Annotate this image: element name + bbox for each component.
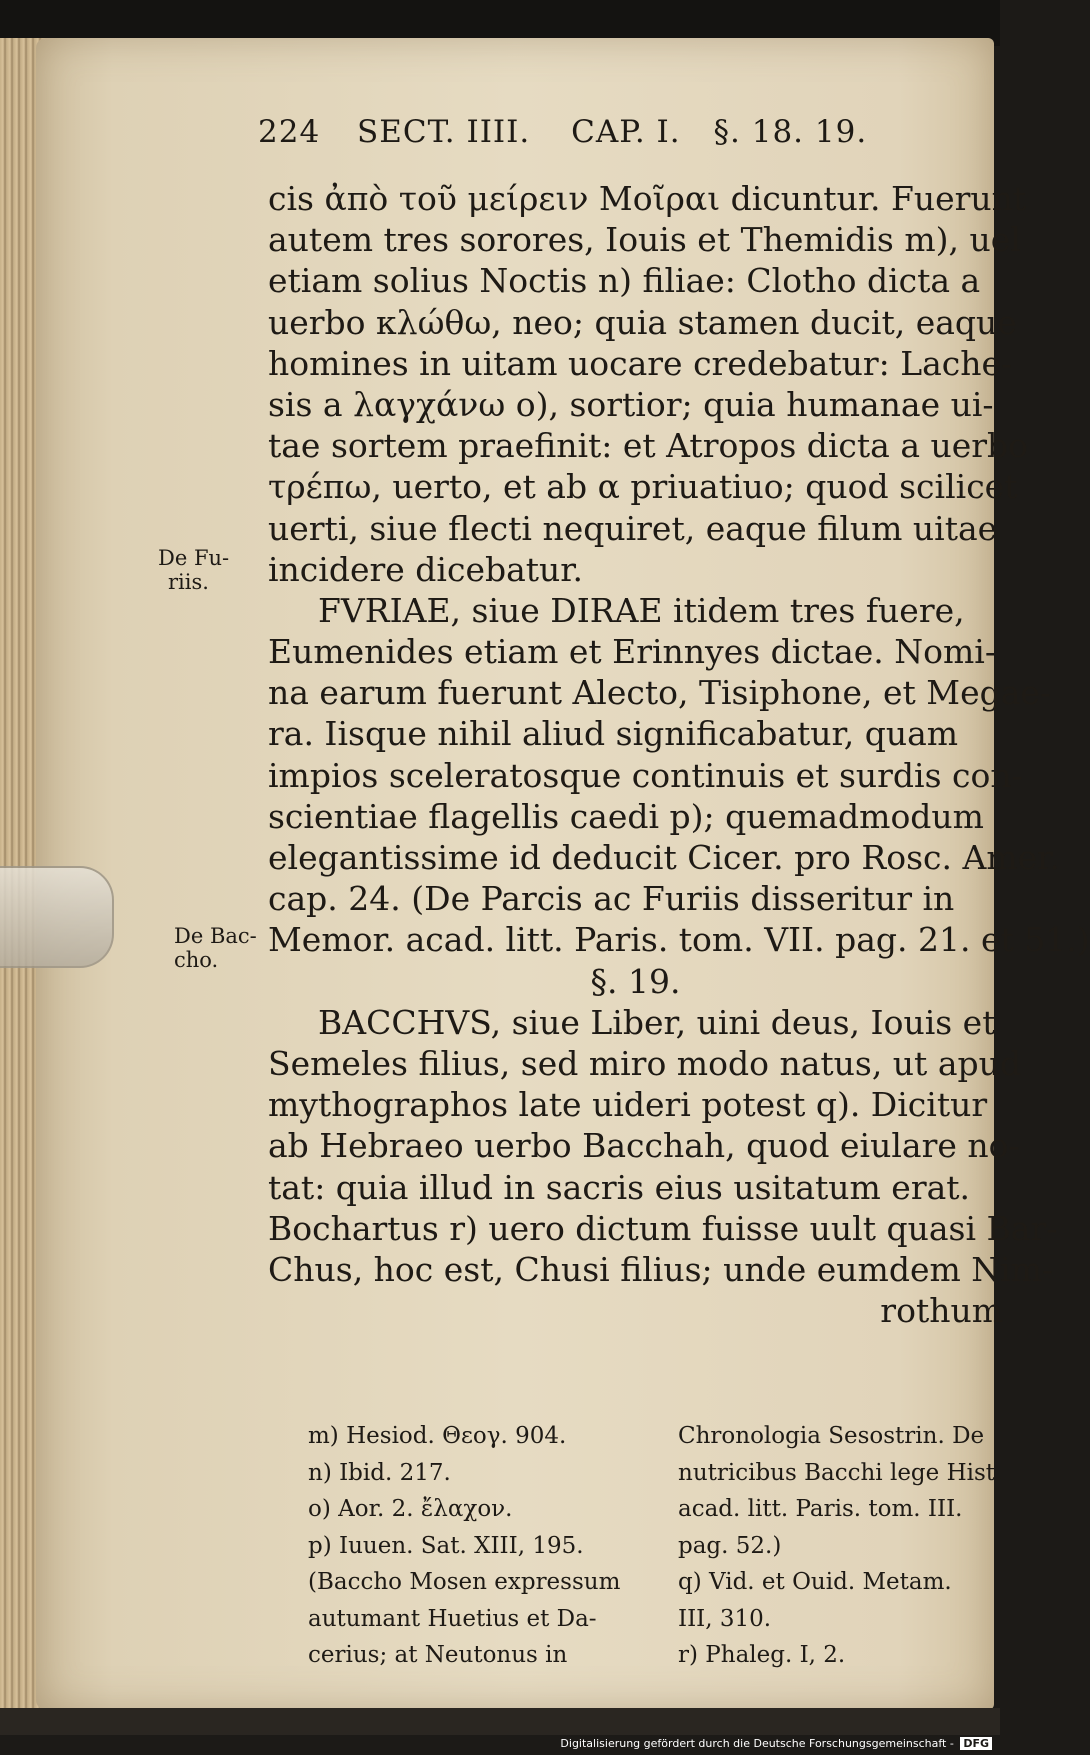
text-line: incidere dicebatur. [268,549,583,589]
text-line: Bochartus r) uero dictum fuisse uult quasi Bar- [268,1208,1058,1248]
text-line: uerti, siue flecti nequiret, eaque filum uitae [268,508,998,548]
footnote-line: m) Hesiod. Θεογ. 904. [308,1423,567,1449]
text-line: FVRIAE, siue DIRAE itidem tres fuere, [318,590,965,630]
page-clip [0,866,114,968]
footnote-line: q) Vid. et Ouid. Metam. [678,1569,952,1595]
credit-text: Digitalisierung gefördert durch die Deutsche Forschungsgemeinschaft - [560,1737,954,1750]
text-line: Semeles filius, sed miro modo natus, ut apud [268,1043,1021,1083]
footnote-line: Chronologia Sesostrin. De [678,1423,985,1449]
footnote-line: (Baccho Mosen expressum [308,1569,621,1595]
footnote-line: n) Ibid. 217. [308,1459,451,1486]
text-line: tat: quia illud in sacris eius usitatum erat. [268,1167,971,1207]
text-line: autem tres sorores, Iouis et Themidis m), uel [268,220,1021,260]
text-line: cap. 24. (De Parcis ac Furiis disseritur in [268,879,955,919]
footnote-line: pag. 52.) [678,1532,782,1559]
margin-note-furiis-2: riis. [168,570,209,594]
footnote-line: III, 310. [678,1605,772,1632]
text-line: elegantissime id deducit Cicer. pro Rosc. Amer. [268,838,1060,877]
chapter-label: CAP. I. [571,114,681,150]
footnotes [308,1418,1008,1674]
text-line: Memor. acad. litt. Paris. tom. VII. pag. 21. et 51.) [268,920,1090,960]
running-header [258,114,938,150]
text-line: tae sortem praefinit: et Atropos dicta a uerbo [268,426,1029,466]
text-line: Eumenides etiam et Erinnyes dictae. Nomi- [268,632,996,672]
text-line: etiam solius Noctis n) filiae: Clotho dicta a [268,261,981,301]
text-line: sis a λαγχάνω o), sortior; quia humanae ui- [268,384,994,424]
margin-note-furiis-1: De Fu- [158,546,230,570]
text-line: mythographos late uideri potest q). Dicitur [268,1085,988,1125]
dfg-logo-badge: DFG [960,1737,992,1750]
text-line: BACCHVS, siue Liber, uini deus, Iouis et [318,1002,996,1042]
footnote-line: acad. litt. Paris. tom. III. [678,1496,963,1522]
digitization-credit [560,1737,992,1750]
footnotes-left-column [308,1418,648,1674]
text-line: uerbo κλώθω, neo; quia stamen ducit, eaque [268,302,1017,342]
scan-bottom-border [0,1708,1000,1735]
text-line: Chus, hoc est, Chusi filius; unde eumdem Nim- [268,1249,1054,1289]
text-line: ab Hebraeo uerbo Bacchah, quod eiulare no- [268,1126,1020,1166]
footnote-line: nutricibus Bacchi lege Hist. [678,1459,1003,1486]
section-label: SECT. IIII. [357,114,531,150]
text-line: homines in uitam uocare credebatur: Lache- [268,343,1013,383]
paragraph-heading: §. 19. [590,961,681,1001]
paragraph-label: §. 18. 19. [713,114,868,150]
catchword: rothum [880,1291,1003,1331]
text-line: ra. Iisque nihil aliud significabatur, quam [268,714,959,754]
footnote-line: o) Aor. 2. ἔλαχον. [308,1496,513,1522]
text-line: scientiae flagellis caedi p); quemadmodum [268,796,984,836]
footnote-line: cerius; at Neutonus in [308,1642,568,1668]
page-number: 224 [258,114,321,150]
main-text [268,178,1090,1331]
text-line: na earum fuerunt Alecto, Tisiphone, et Megae- [268,673,1052,713]
text-line: cis ἀπὸ τοῦ μείρειν Μοῖραι dicuntur. Fuerunt [268,179,1027,218]
book-page [36,38,1090,1710]
footnote-line: p) Iuuen. Sat. XIII, 195. [308,1532,584,1559]
margin-note-baccho-1: De Bac- [174,924,257,948]
footnote-line: autumant Huetius et Da- [308,1605,597,1632]
footnotes-right-column [678,1418,1008,1674]
text-line: impios sceleratosque continuis et surdis con- [268,755,1023,795]
margin-note-baccho-2: cho. [174,948,219,972]
text-line: τρέπω, uerto, et ab α priuatiuo; quod scilicet [268,467,1018,507]
footnote-line: r) Phaleg. I, 2. [678,1642,846,1668]
